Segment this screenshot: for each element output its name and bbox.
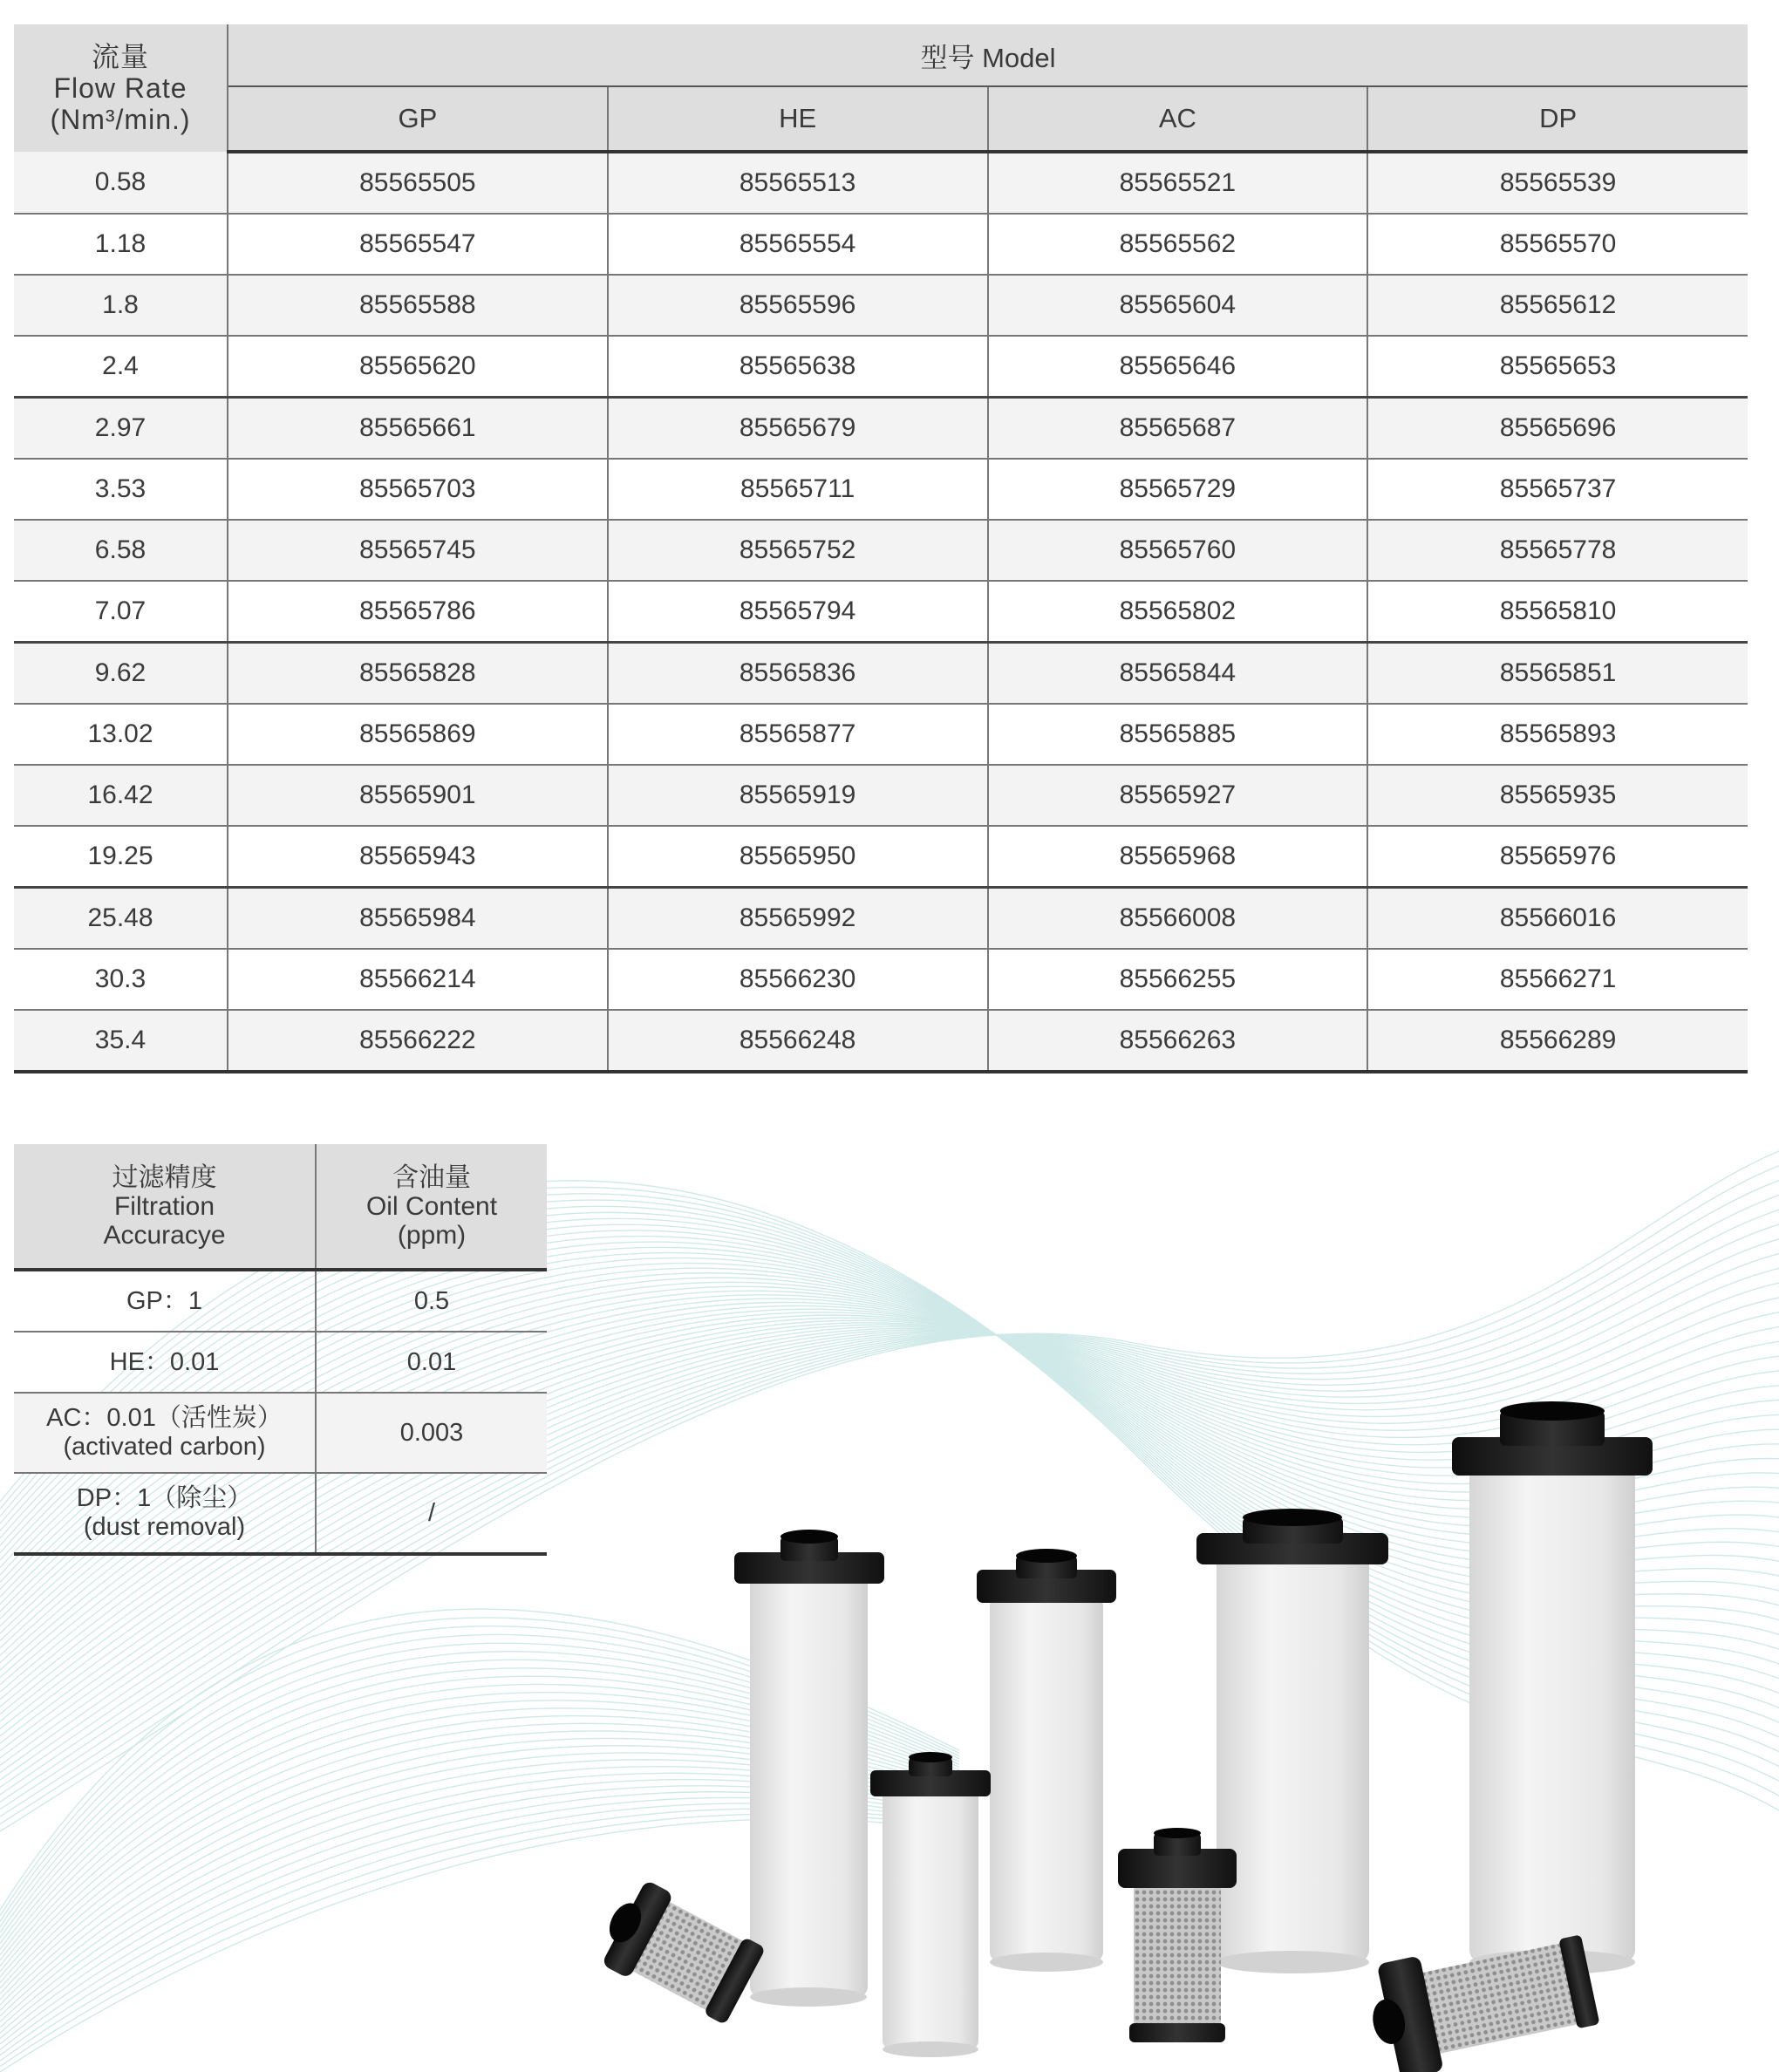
model-number-cell-gp: 85565505: [228, 152, 608, 214]
flow-rate-header-cn: 流量: [91, 41, 149, 72]
model-number-cell-gp: 85565661: [228, 398, 608, 460]
model-number-cell-gp: 85565943: [228, 826, 608, 888]
model-number-cell-ac: 85565885: [988, 704, 1368, 765]
model-table: [14, 24, 1748, 1073]
model-number-cell-ac: 85566008: [988, 888, 1368, 950]
model-number-cell-gp: 85565588: [228, 275, 608, 336]
filtration-accuracy-line: (activated carbon): [63, 1433, 266, 1461]
model-number-cell-he: 85565877: [608, 704, 988, 765]
model-number-cell-he: 85565679: [608, 398, 988, 460]
oil-content-header-en: Oil Content: [365, 1191, 498, 1221]
model-number-cell-dp: 85565570: [1367, 214, 1748, 275]
model-number-cell-he: 85565711: [608, 459, 988, 520]
flow-rate-header-unit: (Nm³/min.): [50, 104, 191, 135]
model-number-cell-dp: 85565778: [1367, 520, 1748, 581]
filtration-accuracy-line: DP：1（除尘）: [76, 1484, 253, 1512]
oil-content-header-cn: 含油量: [392, 1162, 471, 1192]
filter-element-medium-large: [1196, 1509, 1388, 1973]
model-number-cell-ac: 85565802: [988, 581, 1368, 643]
filtration-accuracy-line: HE：0.01: [109, 1347, 220, 1376]
model-number-cell-he: 85565836: [608, 643, 988, 705]
model-number-cell-he: 85565950: [608, 826, 988, 888]
table-row: [14, 949, 1748, 1010]
model-number-cell-dp: 85566271: [1367, 949, 1748, 1010]
flow-rate-header-en: Flow Rate: [53, 72, 187, 104]
model-number-cell-ac: 85565521: [988, 152, 1368, 214]
model-number-cell-dp: 85566289: [1367, 1010, 1748, 1072]
model-number-cell-dp: 85565976: [1367, 826, 1748, 888]
filter-element-mesh-upright: [1118, 1828, 1237, 2042]
model-number-cell-gp: 85565745: [228, 520, 608, 581]
model-number-cell-ac: 85565604: [988, 275, 1368, 336]
filter-element-small-lying: [590, 1874, 768, 2029]
flow-rate-cell: 2.97: [14, 398, 228, 460]
model-number-cell-gp: 85565786: [228, 581, 608, 643]
oil-content-cell: /: [316, 1473, 547, 1554]
column-header-ac: AC: [988, 86, 1368, 152]
model-number-cell-gp: 85565620: [228, 336, 608, 398]
flow-rate-cell: 3.53: [14, 459, 228, 520]
table-row: [14, 1393, 547, 1473]
filter-element-slim: [734, 1530, 884, 2007]
column-header-dp: DP: [1367, 86, 1748, 152]
flow-rate-cell: 6.58: [14, 520, 228, 581]
model-number-cell-ac: 85565687: [988, 398, 1368, 460]
filtration-accuracy-cell: [14, 1270, 316, 1332]
filtration-accuracy-cell: [14, 1332, 316, 1393]
model-number-cell-he: 85566230: [608, 949, 988, 1010]
filtration-accuracy-header-en1: Filtration: [113, 1191, 215, 1221]
model-number-cell-he: 85565794: [608, 581, 988, 643]
model-number-cell-ac: 85565646: [988, 336, 1368, 398]
oil-content-cell: 0.01: [316, 1332, 547, 1393]
table-row: [14, 1010, 1748, 1072]
model-number-cell-he: 85565752: [608, 520, 988, 581]
flow-rate-cell: 16.42: [14, 765, 228, 826]
flow-rate-cell: 30.3: [14, 949, 228, 1010]
model-number-cell-ac: 85566255: [988, 949, 1368, 1010]
model-number-cell-gp: 85565984: [228, 888, 608, 950]
filter-element-large: [1452, 1401, 1653, 1974]
model-number-cell-ac: 85565927: [988, 765, 1368, 826]
model-number-cell-gp: 85565869: [228, 704, 608, 765]
table-row: [14, 336, 1748, 398]
flow-rate-cell: 9.62: [14, 643, 228, 705]
model-number-cell-dp: 85565653: [1367, 336, 1748, 398]
model-number-cell-ac: 85565562: [988, 214, 1368, 275]
model-number-cell-dp: 85565893: [1367, 704, 1748, 765]
flow-rate-cell: 2.4: [14, 336, 228, 398]
flow-rate-cell: 35.4: [14, 1010, 228, 1072]
filtration-spec-body: [14, 1270, 547, 1554]
column-header-he: HE: [608, 86, 988, 152]
model-table-body: [14, 152, 1748, 1072]
model-number-cell-he: 85565596: [608, 275, 988, 336]
table-row: [14, 765, 1748, 826]
model-number-cell-gp: 85565901: [228, 765, 608, 826]
table-row: [14, 459, 1748, 520]
table-row: [14, 214, 1748, 275]
filtration-accuracy-header-en2: Accuracye: [103, 1220, 226, 1250]
filter-element-medium: [977, 1549, 1116, 1972]
model-number-cell-gp: 85566214: [228, 949, 608, 1010]
table-row: [14, 1473, 547, 1554]
table-row: [14, 581, 1748, 643]
model-number-cell-gp: 85566222: [228, 1010, 608, 1072]
model-number-cell-ac: 85565968: [988, 826, 1368, 888]
model-number-cell-he: 85565513: [608, 152, 988, 214]
oil-content-header-unit: (ppm): [397, 1220, 467, 1250]
flow-rate-cell: 19.25: [14, 826, 228, 888]
table-row: [14, 643, 1748, 705]
model-number-cell-he: 85566248: [608, 1010, 988, 1072]
model-number-cell-he: 85565554: [608, 214, 988, 275]
table-row: [14, 1270, 547, 1332]
model-number-cell-he: 85565638: [608, 336, 988, 398]
filtration-accuracy-line: (dust removal): [83, 1513, 246, 1541]
filtration-accuracy-header: [14, 1144, 316, 1270]
model-number-cell-ac: 85565844: [988, 643, 1368, 705]
filtration-accuracy-line: AC：0.01（活性炭）: [46, 1404, 283, 1432]
filtration-spec-table: [14, 1144, 547, 1556]
table-row: [14, 275, 1748, 336]
model-number-cell-dp: 85565851: [1367, 643, 1748, 705]
model-number-cell-dp: 85565539: [1367, 152, 1748, 214]
flow-rate-cell: 13.02: [14, 704, 228, 765]
filtration-accuracy-header-cn: 过滤精度: [112, 1162, 217, 1192]
column-header-gp: GP: [228, 86, 608, 152]
filtration-accuracy-line: GP：1: [126, 1286, 203, 1315]
table-row: [14, 398, 1748, 460]
model-number-cell-he: 85565992: [608, 888, 988, 950]
table-row: [14, 826, 1748, 888]
model-number-cell-he: 85565919: [608, 765, 988, 826]
filter-element-small: [870, 1752, 991, 2057]
flow-rate-cell: 7.07: [14, 581, 228, 643]
table-row: [14, 1332, 547, 1393]
model-number-cell-dp: 85565612: [1367, 275, 1748, 336]
filtration-accuracy-cell: [14, 1393, 316, 1473]
flow-rate-cell: 0.58: [14, 152, 228, 214]
table-row: [14, 888, 1748, 950]
model-number-cell-dp: 85565737: [1367, 459, 1748, 520]
table-row: [14, 520, 1748, 581]
model-number-cell-dp: 85565810: [1367, 581, 1748, 643]
model-number-cell-ac: 85566263: [988, 1010, 1368, 1072]
filter-elements-illustration: [576, 1387, 1692, 2072]
model-number-cell-ac: 85565760: [988, 520, 1368, 581]
model-number-cell-gp: 85565703: [228, 459, 608, 520]
filtration-accuracy-cell: [14, 1473, 316, 1554]
oil-content-cell: 0.5: [316, 1270, 547, 1332]
model-number-cell-dp: 85566016: [1367, 888, 1748, 950]
model-number-cell-gp: 85565828: [228, 643, 608, 705]
oil-content-cell: 0.003: [316, 1393, 547, 1473]
table-row: [14, 704, 1748, 765]
oil-content-header: [316, 1144, 547, 1270]
model-number-cell-ac: 85565729: [988, 459, 1368, 520]
model-number-cell-dp: 85565935: [1367, 765, 1748, 826]
flow-rate-cell: 1.8: [14, 275, 228, 336]
flow-rate-cell: 25.48: [14, 888, 228, 950]
model-number-cell-dp: 85565696: [1367, 398, 1748, 460]
model-number-cell-gp: 85565547: [228, 214, 608, 275]
flow-rate-header: [14, 24, 228, 152]
table-row: [14, 152, 1748, 214]
flow-rate-cell: 1.18: [14, 214, 228, 275]
model-header: 型号 Model: [228, 24, 1748, 86]
